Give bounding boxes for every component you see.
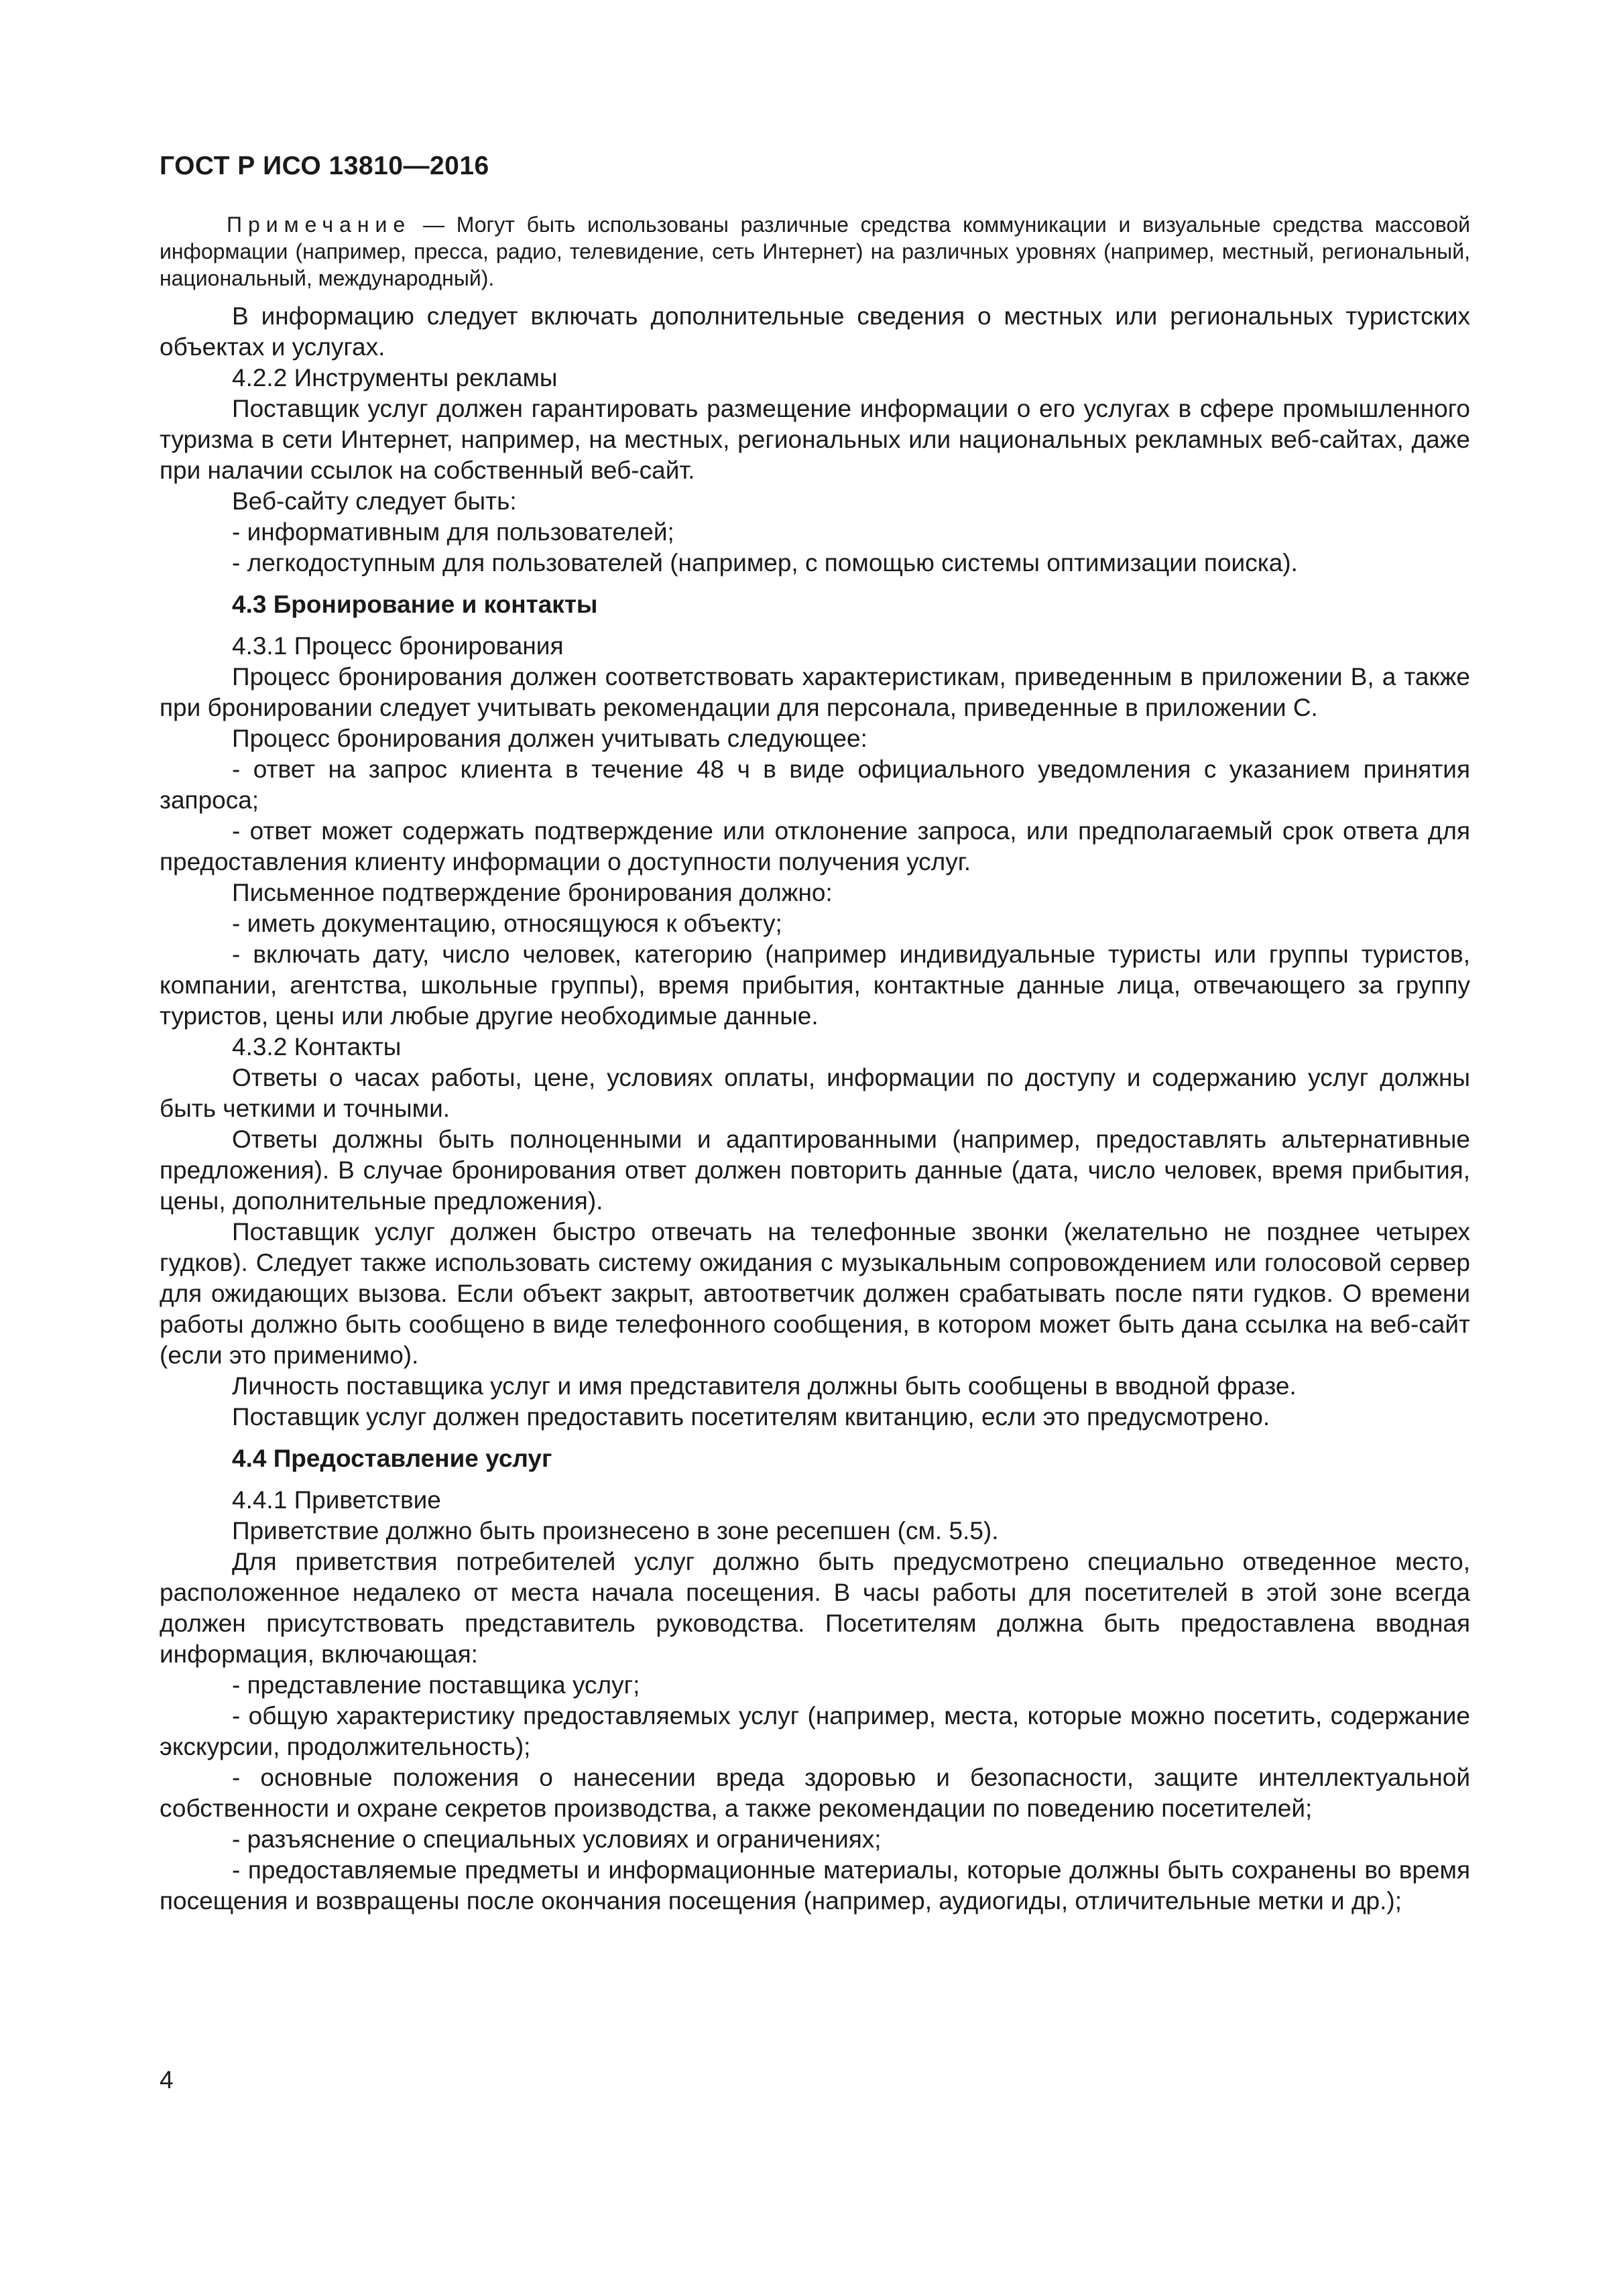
section-heading: 4.4 Предоставление услуг [232, 1445, 552, 1472]
paragraph: - представление поставщика услуг; [232, 1671, 640, 1699]
paragraph: Письменное подтверждение бронирования должно: [232, 879, 833, 906]
page-number: 4 [160, 2066, 174, 2094]
note [160, 211, 1470, 292]
paragraph: Приветствие должно быть произнесено в зоне ресепшен (см. 5.5). [232, 1517, 999, 1545]
paragraph: 4.2.2 Инструменты рекламы [232, 364, 558, 391]
paragraph: В информацию следует включать дополнительные сведения о местных или региональных туристских объектах и услугах. [160, 302, 1470, 361]
paragraph: Веб-сайту следует быть: [232, 487, 517, 515]
document-body [160, 211, 1470, 1917]
paragraph: - общую характеристику предоставляемых услуг (например, места, которые можно посетить, содержание экскурсии, продолжительность); [160, 1702, 1470, 1760]
document-header: ГОСТ Р ИСО 13810—2016 [160, 152, 489, 180]
paragraph: Поставщик услуг должен быстро отвечать на телефонные звонки (желательно не позднее четырех гудков). Следует также использовать систему ожидания с музыкальным сопровождением или голосовой сервер для ожидающих вызова. Если объект закрыт, автоответчик должен срабатывать после пяти гудков. О времени работы должно быть сообщено в виде телефонного сообщения, в котором может быть дана ссылка на веб-сайт (если это применимо). [160, 1218, 1470, 1369]
paragraph: 4.3.1 Процесс бронирования [232, 632, 564, 660]
paragraph: - предоставляемые предметы и информационные материалы, которые должны быть сохранены во время посещения и возвращены после окончания посещения (например, аудиогиды, отличительные метки и др.); [160, 1856, 1470, 1915]
note-label: Примечание [227, 213, 412, 237]
note-text: — Могут быть использованы различные средства коммуникации и визуальные средства массовой информации (например, пресса, радио, телевидение, сеть Интернет) на различных уровнях (например, местный, региональный, национальный, международный). [160, 213, 1470, 290]
paragraph: - основные положения о нанесении вреда здоровью и безопасности, защите интеллектуальной собственности и охране секретов производства, а также рекомендации по поведению посетителей; [160, 1764, 1470, 1822]
paragraph: Процесс бронирования должен соответствовать характеристикам, приведенным в приложении В, а также при бронировании следует учитывать рекомендации для персонала, приведенные в приложении С. [160, 663, 1470, 721]
paragraph: - разъяснение о специальных условиях и ограничениях; [232, 1825, 882, 1853]
paragraph: - включать дату, число человек, категорию (например индивидуальные туристы или группы туристов, компании, агентства, школьные группы), время прибытия, контактные данные лица, отвечающего за группу туристов, цены или любые другие необходимые данные. [160, 941, 1470, 1030]
paragraph: Ответы о часах работы, цене, условиях оплаты, информации по доступу и содержанию услуг должны быть четкими и точными. [160, 1064, 1470, 1122]
paragraph: - ответ на запрос клиента в течение 48 ч в виде официального уведомления с указанием принятия запроса; [160, 756, 1470, 814]
paragraph: - информативным для пользователей; [232, 518, 674, 546]
paragraph: 4.4.1 Приветствие [232, 1486, 441, 1514]
paragraph: Личность поставщика услуг и имя представителя должны быть сообщены в вводной фразе. [232, 1372, 1297, 1400]
paragraph: - иметь документацию, относящуюся к объекту; [232, 910, 782, 937]
section-heading: 4.3 Бронирование и контакты [232, 591, 598, 618]
paragraph: - легкодоступным для пользователей (например, с помощью системы оптимизации поиска). [232, 549, 1298, 577]
paragraph: Ответы должны быть полноценными и адаптированными (например, предоставлять альтернативные предложения). В случае бронирования ответ должен повторить данные (дата, число человек, время прибытия, цены, дополнительные предложения). [160, 1126, 1470, 1215]
paragraph: Для приветствия потребителей услуг должно быть предусмотрено специально отведенное место, расположенное недалеко от места начала посещения. В часы работы для посетителей в этой зоне всегда должен присутствовать представитель руководства. Посетителям должна быть предоставлена вводная информация, включающая: [160, 1548, 1470, 1668]
paragraph: - ответ может содержать подтверждение или отклонение запроса, или предполагаемый срок ответа для предоставления клиенту информации о доступности получения услуг. [160, 817, 1470, 875]
paragraph: Поставщик услуг должен предоставить посетителям квитанцию, если это предусмотрено. [232, 1403, 1270, 1431]
paragraph: 4.3.2 Контакты [232, 1033, 402, 1061]
paragraph: Поставщик услуг должен гарантировать размещение информации о его услугах в сфере промышленного туризма в сети Интернет, например, на местных, региональных или национальных рекламных веб-сайтах, даже при налачии ссылок на собственный веб-сайт. [160, 395, 1470, 484]
paragraph: Процесс бронирования должен учитывать следующее: [232, 725, 867, 752]
